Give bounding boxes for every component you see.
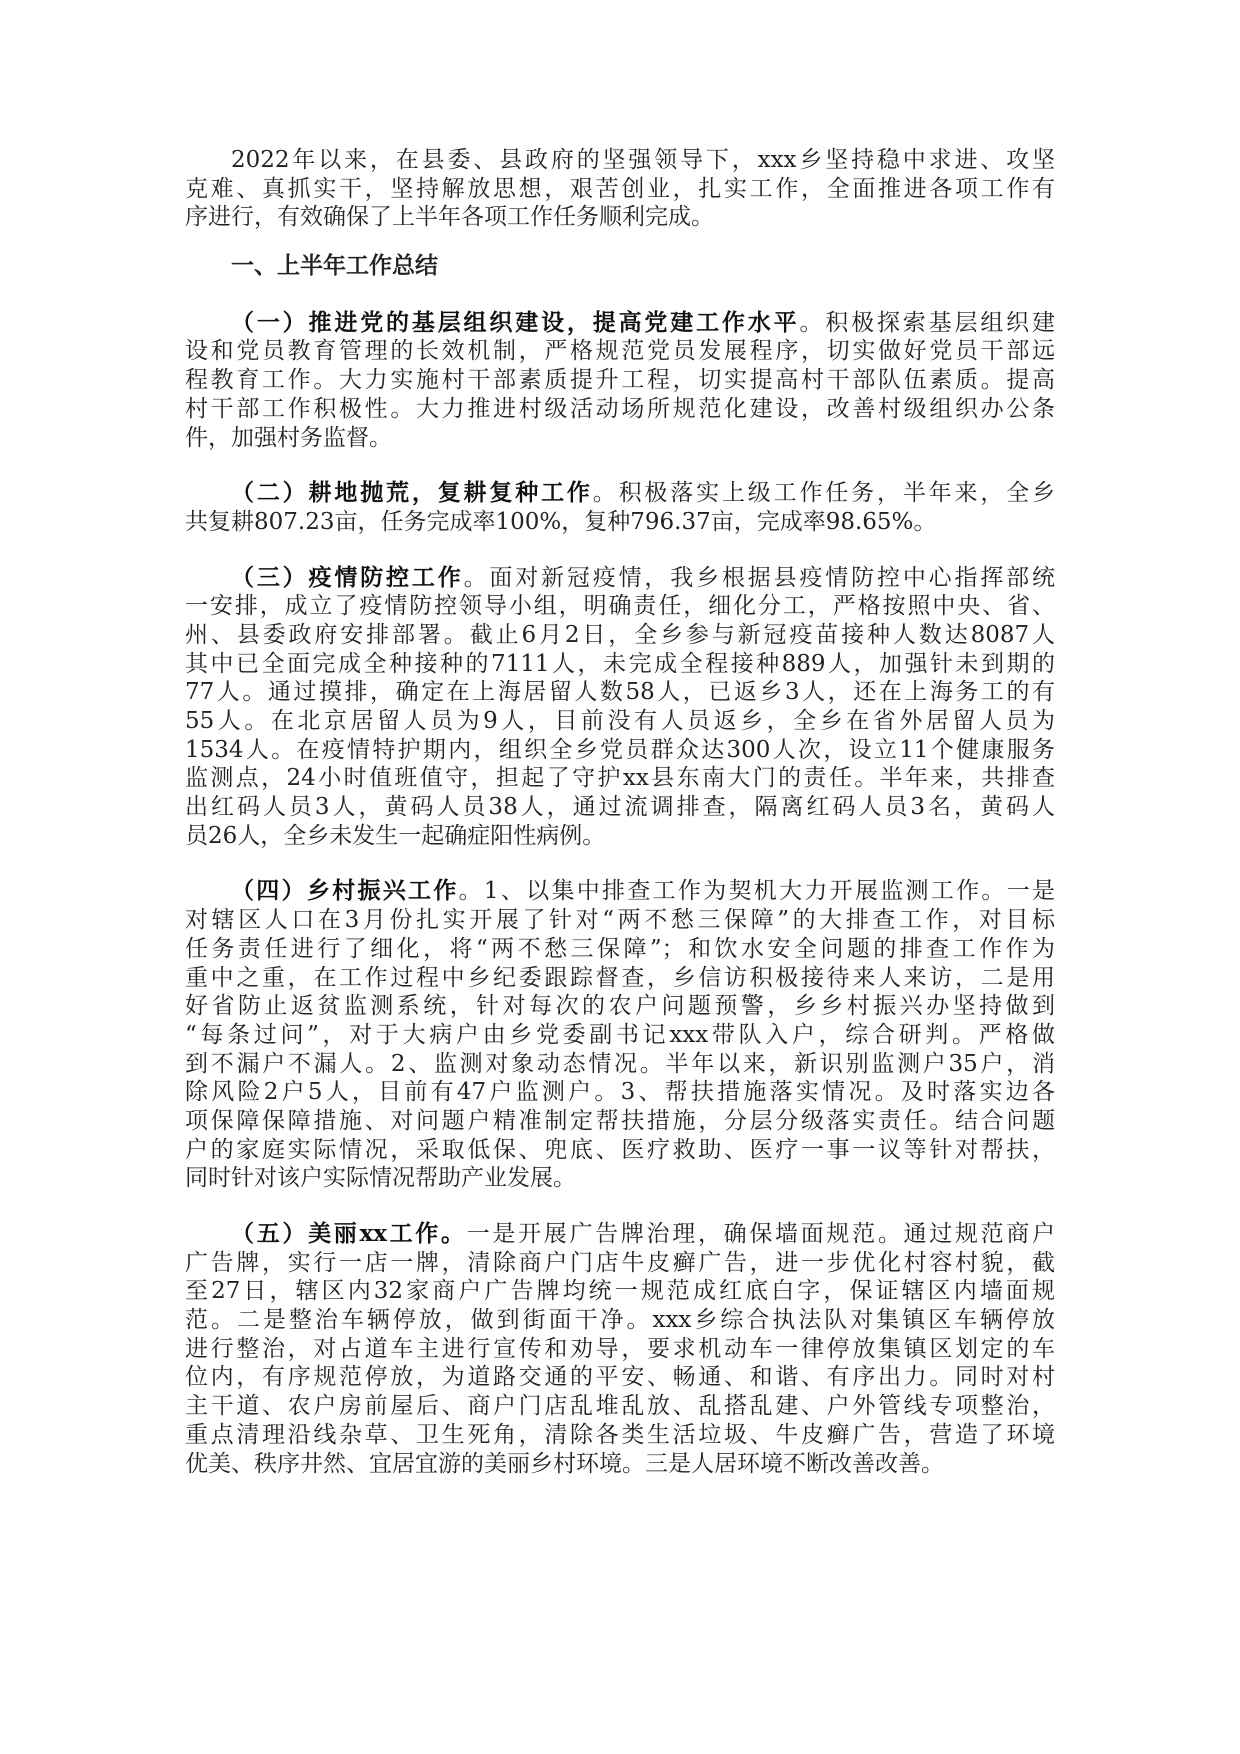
- paragraph: [185, 309, 1055, 452]
- text-run: 。1、以集中排查工作为契机大力开展监测工作。一是: [458, 878, 1056, 905]
- text-run: 77人。通过摸排，确定在上海居留人数58人，已返乡3人，还在上海务工的有: [185, 679, 1055, 706]
- text-line: [185, 1335, 1055, 1364]
- paragraph-lead-title: （三）疫情防控工作: [231, 563, 464, 591]
- paragraph-lead-title: （一）推进党的基层组织建设，提高党建工作水平: [231, 308, 800, 336]
- text-line: [185, 564, 1055, 593]
- text-run: 2022年以来，在县委、县政府的坚强领导下，xxx乡坚持稳中求进、攻坚: [231, 147, 1055, 173]
- text-line: [185, 764, 1055, 793]
- text-run: 除风险2户5人，目前有47户监测户。3、帮扶措施落实情况。及时落实边各: [185, 1079, 1055, 1106]
- text-line: [185, 395, 1055, 424]
- text-line: [185, 822, 1055, 851]
- text-run: 一是开展广告牌治理，确保墙面规范。通过规范商户: [466, 1221, 1055, 1247]
- text-run: 序进行，有效确保了上半年各项工作任务顺利完成。: [185, 204, 714, 231]
- text-line: [185, 1107, 1055, 1136]
- text-run: 到不漏户不漏人。2、监测对象动态情况。半年以来，新识别监测户35户，消: [185, 1050, 1055, 1077]
- text-line: [185, 1306, 1055, 1335]
- text-line: [185, 309, 1055, 338]
- text-run: 员26人，全乡未发生一起确症阳性病例。: [185, 822, 606, 849]
- text-line: [185, 508, 1055, 537]
- text-line: [185, 592, 1055, 621]
- paragraph: [185, 146, 1055, 232]
- text-line: [185, 1164, 1055, 1193]
- text-run: 范。二是整治车辆停放，做到街面干净。xxx乡综合执法队对集镇区车辆停放: [185, 1307, 1055, 1334]
- text-line: [185, 175, 1055, 204]
- text-run: 任务责任进行了细化，将“两不愁三保障”；和饮水安全问题的排查工作作为: [185, 935, 1055, 962]
- text-run: 优美、秩序井然、宜居宜游的美丽乡村环境。三是人居环境不断改善改善。: [185, 1450, 944, 1477]
- text-run: 其中已全面完成全种接种的7111人，未完成全程接种889人，加强针未到期的: [185, 650, 1055, 677]
- text-line: [185, 678, 1055, 707]
- text-run: 一安排，成立了疫情防控领导小组，明确责任，细化分工，严格按照中央、省、: [185, 593, 1055, 620]
- text-run: 共复耕807.23亩，任务完成率100%，复种796.37亩，完成率98.65%。: [185, 508, 937, 535]
- text-run: 出红码人员3人，黄码人员38人，通过流调排查，隔离红码人员3名，黄码人: [185, 794, 1055, 821]
- text-run: 广告牌，实行一店一牌，清除商户门店牛皮癣广告，进一步优化村容村貌，截: [185, 1249, 1055, 1276]
- paragraph: [185, 479, 1055, 536]
- text-line: [185, 146, 1055, 175]
- paragraph-lead-title: （五）美丽xx工作。: [231, 1220, 467, 1247]
- text-line: [185, 707, 1055, 736]
- text-run: 进行整治，对占道车主进行宣传和劝导，要求机动车一律停放集镇区划定的车: [185, 1335, 1055, 1362]
- text-run: 55人。在北京居留人员为9人，目前没有人员返乡，全乡在省外居留人员为: [185, 708, 1055, 734]
- text-run: 重点清理沿线杂草、卫生死角，清除各类生活垃圾、牛皮癣广告，营造了环境: [185, 1421, 1055, 1448]
- text-line: [185, 424, 1055, 453]
- text-line: [185, 1363, 1055, 1392]
- text-line: [185, 252, 1055, 281]
- text-run: 项保障保障措施、对问题户精准制定帮扶措施，分层分级落实责任。结合问题: [185, 1107, 1055, 1134]
- paragraph: [185, 877, 1055, 1193]
- text-line: [185, 1277, 1055, 1306]
- text-run: 户的家庭实际情况，采取低保、兜底、医疗救助、医疗一事一议等针对帮扶，: [185, 1136, 1055, 1163]
- text-run: “每条过问”，对于大病户由乡党委副书记xxx带队入户，综合研判。严格做: [185, 1021, 1055, 1048]
- text-run: 同时针对该户实际情况帮助产业发展。: [185, 1165, 576, 1192]
- text-line: [185, 366, 1055, 395]
- text-line: [185, 337, 1055, 366]
- text-line: [185, 1021, 1055, 1050]
- text-run: 重中之重，在工作过程中乡纪委跟踪督查，乡信访积极接待来人来访，二是用: [185, 964, 1055, 991]
- text-line: [185, 1249, 1055, 1278]
- text-line: [185, 992, 1055, 1021]
- text-line: [185, 1078, 1055, 1107]
- text-run: 村干部工作积极性。大力推进村级活动场所规范化建设，改善村级组织办公条: [185, 395, 1055, 422]
- paragraph: [185, 1220, 1055, 1478]
- text-line: [185, 1136, 1055, 1165]
- text-run: 。面对新冠疫情，我乡根据县疫情防控中心指挥部统: [463, 564, 1056, 591]
- text-run: 州、县委政府安排部署。截止6月2日，全乡参与新冠疫苗接种人数达8087人: [185, 621, 1055, 648]
- text-run: 对辖区人口在3月份扎实开展了针对“两不愁三保障”的大排查工作，对目标: [185, 907, 1055, 934]
- text-run: 好省防止返贫监测系统，针对每次的农户问题预警，乡乡村振兴办坚持做到: [185, 993, 1055, 1020]
- text-line: [185, 1392, 1055, 1421]
- text-line: [185, 1220, 1055, 1249]
- text-run: 设和党员教育管理的长效机制，严格规范党员发展程序，切实做好党员干部远: [185, 338, 1055, 365]
- paragraph: [185, 564, 1055, 851]
- text-run: 程教育工作。大力实施村干部素质提升工程，切实提高村干部队伍素质。提高: [185, 367, 1055, 394]
- text-line: [185, 650, 1055, 679]
- text-line: [185, 1050, 1055, 1079]
- text-line: [185, 621, 1055, 650]
- paragraph-lead-title: （二）耕地抛荒，复耕复种工作: [231, 479, 593, 507]
- text-run: 。积极探索基层组织建: [799, 309, 1056, 336]
- text-run: 克难、真抓实干，坚持解放思想，艰苦创业，扎实工作，全面推进各项工作有: [185, 175, 1055, 202]
- text-run: 。积极落实上级工作任务，半年来，全乡: [592, 480, 1056, 507]
- text-run: 一、上半年工作总结: [231, 252, 438, 280]
- paragraph-lead-title: （四）乡村振兴工作: [231, 877, 459, 905]
- text-run: 件，加强村务监督。: [185, 424, 392, 451]
- text-line: [185, 1450, 1055, 1479]
- text-line: [185, 906, 1055, 935]
- text-line: [185, 793, 1055, 822]
- text-run: 至27日，辖区内32家商户广告牌均统一规范成红底白字，保证辖区内墙面规: [185, 1278, 1055, 1305]
- text-line: [185, 736, 1055, 765]
- text-line: [185, 203, 1055, 232]
- text-line: [185, 964, 1055, 993]
- document-body: [185, 146, 1055, 1505]
- text-line: [185, 479, 1055, 508]
- text-run: 监测点，24小时值班值守，担起了守护xx县东南大门的责任。半年来，共排查: [185, 765, 1055, 792]
- text-run: 1534人。在疫情特护期内，组织全乡党员群众达300人次，设立11个健康服务: [185, 736, 1055, 763]
- text-line: [185, 1421, 1055, 1450]
- text-run: 位内，有序规范停放，为道路交通的平安、畅通、和谐、有序出力。同时对村: [185, 1364, 1055, 1391]
- section-heading: [185, 252, 1055, 281]
- text-line: [185, 877, 1055, 906]
- text-run: 主干道、农户房前屋后、商户门店乱堆乱放、乱搭乱建、户外管线专项整治，: [185, 1393, 1055, 1420]
- text-line: [185, 935, 1055, 964]
